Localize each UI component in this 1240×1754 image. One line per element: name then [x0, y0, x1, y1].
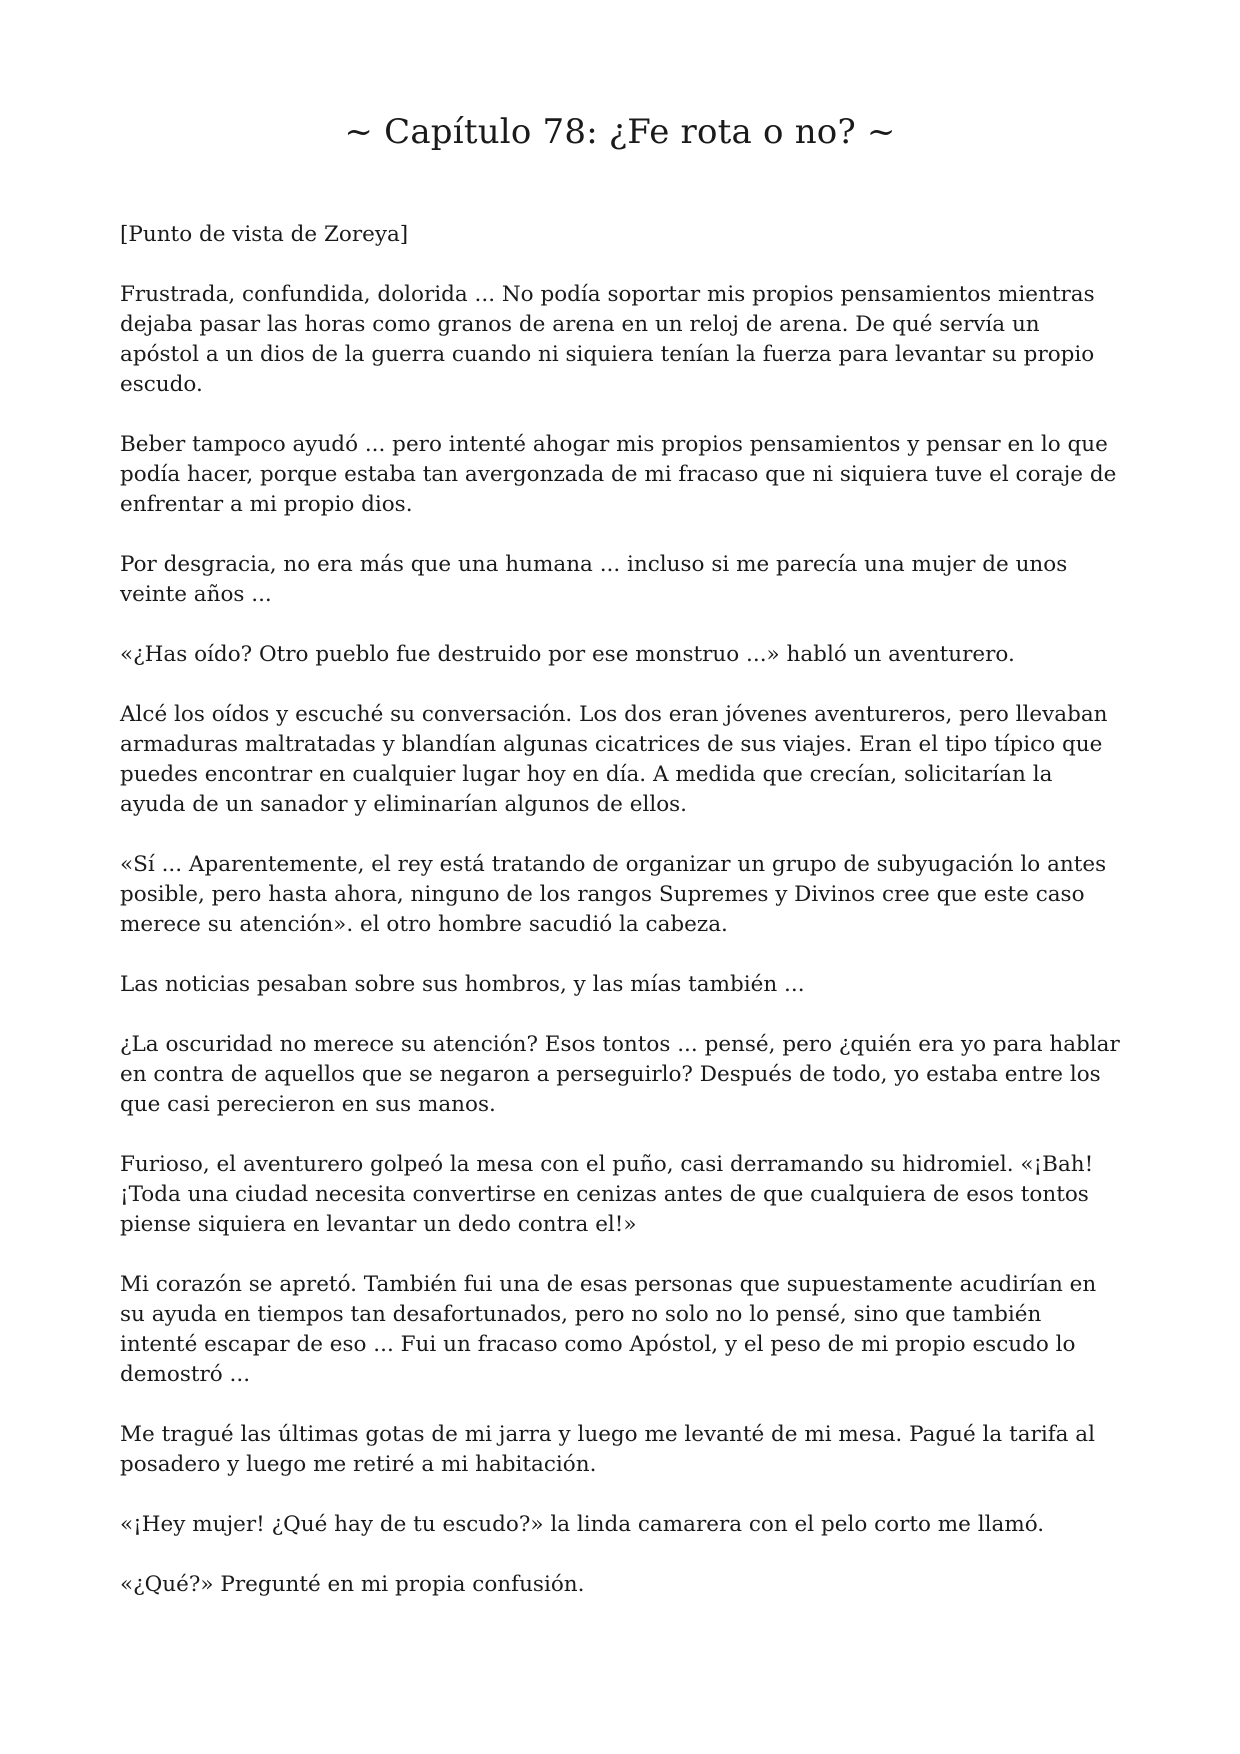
paragraph: Mi corazón se apretó. También fui una de esas personas que supuestamente acudirían en su ayuda en tiempos tan desafortunados, pero no solo no lo pensé, sino que también intenté escapar de eso ... Fui un fracaso como Apóstol, y el peso de mi propio escudo lo demostró ...: [120, 1272, 1097, 1387]
paragraph: Beber tampoco ayudó ... pero intenté ahogar mis propios pensamientos y pensar en lo que podía hacer, porque estaba tan avergonzada de mi fracaso que ni siquiera tuve el coraje de enfrentar a mi propio dios.: [120, 432, 1117, 517]
paragraph: Las noticias pesaban sobre sus hombros, y las mías también ...: [120, 972, 805, 997]
paragraph: Furioso, el aventurero golpeó la mesa con el puño, casi derramando su hidromiel. «¡Bah! ¡Toda una ciudad necesita convertirse en cenizas antes de que cualquiera de esos tontos piense siquiera en levantar un dedo contra el!»: [120, 1152, 1094, 1237]
chapter-title: ~ Capítulo 78: ¿Fe rota o no? ~: [344, 112, 896, 152]
paragraph: «¿Has oído? Otro pueblo fue destruido por ese monstruo ...» habló un aventurero.: [120, 642, 1015, 667]
paragraph: Frustrada, confundida, dolorida ... No podía soportar mis propios pensamientos mientras dejaba pasar las horas como granos de arena en un reloj de arena. De qué servía un apóstol a un dios de la guerra cuando ni siquiera tenían la fuerza para levantar su propio escudo.: [120, 282, 1095, 397]
paragraph: «¿Qué?» Pregunté en mi propia confusión.: [120, 1572, 585, 1597]
paragraph: «¡Hey mujer! ¿Qué hay de tu escudo?» la linda camarera con el pelo corto me llamó.: [120, 1512, 1045, 1537]
paragraph-pov: [Punto de vista de Zoreya]: [120, 222, 409, 247]
paragraph: ¿La oscuridad no merece su atención? Esos tontos ... pensé, pero ¿quién era yo para hablar en contra de aquellos que se negaron a perseguirlo? Después de todo, yo estaba entre los que casi perecieron en sus manos.: [120, 1032, 1120, 1117]
paragraph: «Sí ... Aparentemente, el rey está tratando de organizar un grupo de subyugación lo antes posible, pero hasta ahora, ninguno de los rangos Supremes y Divinos cree que este caso merece su atención». el otro hombre sacudió la cabeza.: [120, 852, 1107, 937]
chapter-body: [120, 220, 1120, 1600]
paragraph: Por desgracia, no era más que una humana ... incluso si me parecía una mujer de unos veinte años ...: [120, 552, 1068, 607]
paragraph: Alcé los oídos y escuché su conversación. Los dos eran jóvenes aventureros, pero llevaban armaduras maltratadas y blandían algunas cicatrices de sus viajes. Eran el tipo típico que puedes encontrar en cualquier lugar hoy en día. A medida que crecían, solicitarían la ayuda de un sanador y eliminarían algunos de ellos.: [120, 702, 1108, 817]
paragraph: Me tragué las últimas gotas de mi jarra y luego me levanté de mi mesa. Pagué la tarifa al posadero y luego me retiré a mi habitación.: [120, 1422, 1095, 1477]
